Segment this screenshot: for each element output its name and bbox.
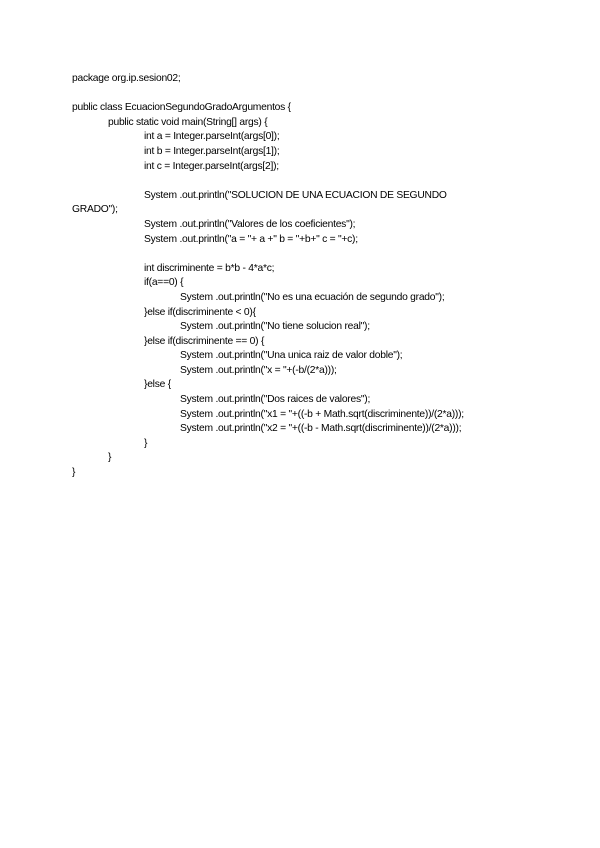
code-line-print-values: System .out.println("a = "+ a +" b = "+b+" c = "+c);	[144, 233, 358, 245]
code-line-else: }else {	[144, 379, 171, 391]
code-line-int-a: int a = Integer.parseInt(args[0]);	[144, 131, 280, 143]
code-listing	[72, 72, 532, 481]
code-line-if-a-zero: if(a==0) {	[144, 277, 184, 289]
code-line-print-no-real: System .out.println("No tiene solucion real");	[180, 321, 370, 333]
code-line-print-two-roots: System .out.println("Dos raices de valores");	[180, 394, 371, 406]
code-line-print-title-wrap: GRADO");	[72, 204, 118, 216]
code-line-print-not-quadratic: System .out.println("No es una ecuación de segundo grado");	[180, 291, 445, 303]
blank-line	[72, 174, 532, 189]
code-line-main-method: public static void main(String[] args) {	[108, 116, 268, 128]
code-line-discriminant: int discriminente = b*b - 4*a*c;	[144, 262, 275, 274]
code-line-print-coefficients: System .out.println("Valores de los coeficientes");	[144, 218, 356, 230]
code-line-else-if-zero: }else if(discriminente == 0) {	[144, 335, 265, 347]
code-line-int-c: int c = Integer.parseInt(args[2]);	[144, 160, 279, 172]
code-line-print-x1: System .out.println("x1 = "+((-b + Math.sqrt(discriminente))/(2*a)));	[180, 408, 464, 420]
code-line-package: package org.ip.sesion02;	[72, 73, 181, 84]
code-line-print-x: System .out.println("x = "+(-b/(2*a)));	[180, 364, 337, 376]
code-line-close-else: }	[144, 437, 148, 449]
code-line-else-if-negative: }else if(discriminente < 0){	[144, 306, 256, 318]
blank-line	[72, 247, 532, 262]
code-line-close-main: }	[108, 452, 112, 464]
code-line-print-title: System .out.println("SOLUCION DE UNA ECUACION DE SEGUNDO	[144, 189, 447, 201]
code-line-print-x2: System .out.println("x2 = "+((-b - Math.sqrt(discriminente))/(2*a)));	[180, 423, 462, 435]
blank-line	[72, 87, 532, 102]
code-line-print-double-root: System .out.println("Una unica raiz de valor doble");	[180, 350, 403, 362]
code-line-class-declaration: public class EcuacionSegundoGradoArgumentos {	[72, 102, 291, 114]
code-line-int-b: int b = Integer.parseInt(args[1]);	[144, 145, 280, 157]
code-line-close-class: }	[72, 467, 76, 479]
